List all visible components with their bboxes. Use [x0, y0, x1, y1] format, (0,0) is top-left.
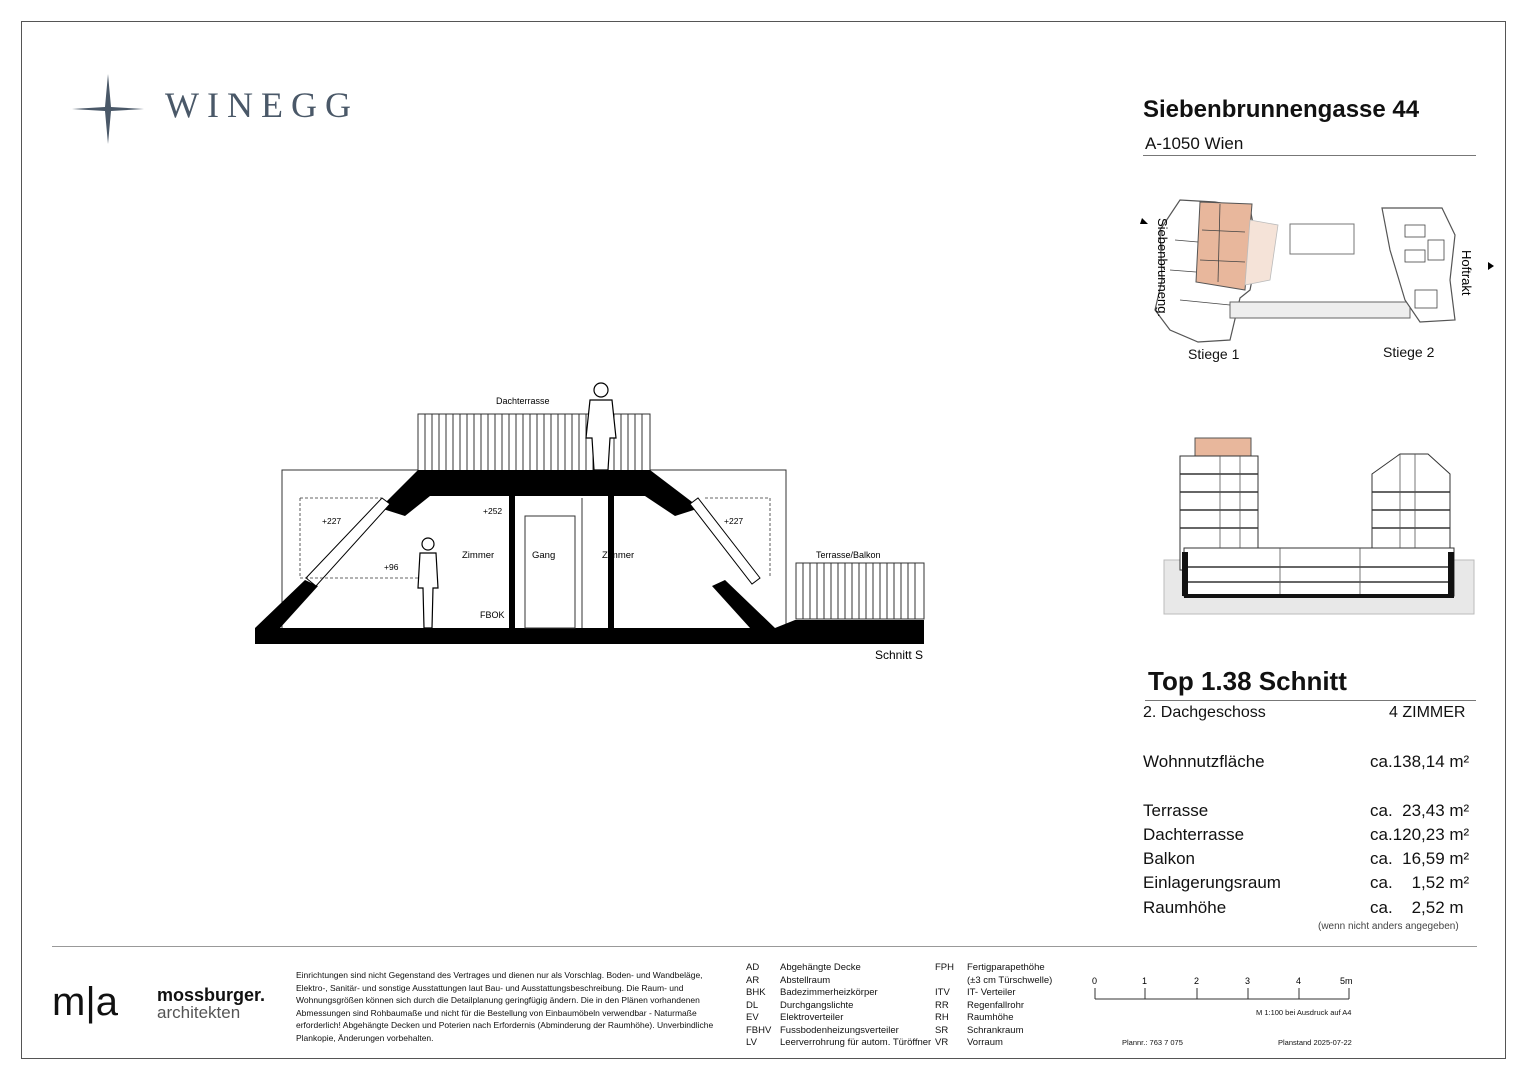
legend-abbr-list-2	[935, 962, 954, 1050]
legend-text: Fertigparapethöhe	[967, 962, 1045, 973]
level-227-left: +227	[322, 516, 342, 526]
scale-tick: 2	[1194, 976, 1200, 986]
detail-value: ca. 23,43 m²	[1370, 801, 1470, 820]
legend-text: Durchgangslichte	[780, 999, 854, 1011]
detail-value: ca. 1,52 m²	[1370, 873, 1470, 892]
legend-abbr-list-1	[746, 962, 771, 1050]
legend-text: Elektroverteiler	[780, 1012, 844, 1023]
floor-ref: FBOK	[480, 610, 505, 620]
stair1-label: Stiege 1	[1188, 346, 1240, 362]
legend-abbr: RH	[935, 1012, 949, 1023]
legend-text: Raumhöhe	[967, 1012, 1014, 1023]
detail-label: Raumhöhe	[1143, 898, 1227, 917]
architect-sub: architekten	[157, 1003, 241, 1022]
architect-mark: m|a	[52, 980, 118, 1024]
area-value: ca.138,14 m²	[1370, 752, 1470, 771]
level-227-right: +227	[724, 516, 744, 526]
legend-abbr: FBHV	[746, 1024, 772, 1036]
divider	[1145, 700, 1476, 701]
floor-label: 2. Dachgeschoss	[1143, 704, 1266, 721]
legend-text-list-1	[780, 962, 931, 1050]
room1-label: Zimmer	[462, 550, 495, 561]
legend-abbr: EV	[746, 1012, 759, 1023]
courtyard-label: Hoftrakt	[1459, 250, 1474, 296]
detail-label: Dachterrasse	[1143, 825, 1245, 844]
legend-abbr: DL	[746, 999, 759, 1011]
legend-abbr: VR	[935, 1037, 949, 1048]
building-elevation	[1160, 434, 1476, 618]
legend-text: Fussbodenheizungsverteiler	[780, 1024, 899, 1036]
legend-abbr: BHK	[746, 987, 766, 998]
legend-text: Vorraum	[967, 1037, 1003, 1048]
legend-text-list-2	[967, 962, 1052, 1050]
detail-value: ca.120,23 m²	[1370, 825, 1470, 844]
corridor-label: Gang	[532, 550, 556, 561]
footer-divider	[52, 946, 1477, 947]
legend-abbr: FPH	[935, 962, 954, 973]
scale-tick: 1	[1142, 976, 1148, 986]
scale-tick: 5m	[1340, 976, 1353, 986]
legend-abbr	[935, 975, 954, 988]
legend-abbr: LV	[746, 1037, 757, 1048]
scale-note: M 1:100 bei Ausdruck auf A4	[1256, 1008, 1352, 1017]
compass-star-icon	[72, 74, 144, 144]
room2-label: Zimmer	[602, 550, 635, 561]
legend-text: (±3 cm Türschwelle)	[967, 974, 1053, 986]
legend-text: Schrankraum	[967, 1024, 1024, 1036]
detail-label: Balkon	[1143, 849, 1195, 868]
scale-bar	[1085, 972, 1365, 1012]
legend-text: IT- Verteiler	[967, 987, 1016, 998]
scale-tick: 4	[1296, 976, 1302, 986]
plan-date: Planstand 2025-07-22	[1278, 1038, 1352, 1047]
legend-abbr: AR	[746, 974, 760, 986]
detail-value: ca. 2,52 m	[1370, 898, 1464, 917]
legend-text: Leerverrohrung für autom. Türöffner	[780, 1037, 932, 1048]
address-street: Siebenbrunnengasse 44	[1143, 96, 1420, 123]
detail-label: Terrasse	[1143, 801, 1209, 820]
legend-text: Abstellraum	[780, 974, 831, 986]
stair2-label: Stiege 2	[1383, 344, 1435, 360]
legend-text: Abgehängte Decke	[780, 962, 861, 973]
roof-terrace-label: Dachterrasse	[496, 396, 550, 406]
plan-number: Plannr.: 763 7 075	[1122, 1038, 1183, 1047]
legend-text: Badezimmerheizkörper	[780, 987, 878, 998]
scale-tick: 0	[1092, 976, 1098, 986]
legend-abbr: SR	[935, 1024, 949, 1036]
scale-tick: 3	[1245, 976, 1251, 986]
legend-text: Regenfallrohr	[967, 999, 1025, 1011]
street-label: Siebenbrunneng.	[1155, 218, 1170, 318]
level-252: +252	[483, 506, 503, 516]
architect-name: mossburger.	[157, 985, 266, 1005]
brand-logo: WINEGG	[165, 85, 359, 125]
legend-abbr: RR	[935, 999, 949, 1011]
section-drawing	[250, 378, 940, 678]
cut-name: Schnitt S	[875, 648, 924, 662]
detail-value: ca. 16,59 m²	[1370, 849, 1470, 868]
unit-title: Top 1.38 Schnitt	[1148, 666, 1347, 696]
detail-label: Einlagerungsraum	[1143, 873, 1281, 892]
legend-abbr: AD	[746, 962, 760, 973]
terrace-balcony-label: Terrasse/Balkon	[816, 550, 881, 560]
level-96: +96	[384, 562, 399, 572]
address-city: A-1050 Wien	[1145, 134, 1244, 153]
disclaimer-text: Einrichtungen sind nicht Gegenstand des Vertrages und dienen nur als Vorschlag. Boden- und Wandbeläge, Elektro-, Sanitär- und sonstige Ausstattungen laut Bau- und Ausstattungsbeschreibung. Die Raum- und Wohnungsgrößen können sich durch die Detailplanung geringfügig ändern. Die in den Plänen vorhandenen Abmessungen sind Rohbaumaße und nicht für die Bestellung von Einbaumöbeln verwendbar - Naturmaße erforderlich! Abgehängte Decken und Poterien nach Erfordernis (Abminderung der Raumhöhe). Unverbindliche Plankopie, Änderungen vorbehalten.	[296, 970, 714, 1043]
area-label: Wohnnutzfläche	[1143, 752, 1265, 771]
site-plan	[1120, 190, 1500, 370]
unit-note: (wenn nicht anders angegeben)	[1318, 921, 1459, 932]
divider	[1143, 155, 1476, 156]
rooms-label: 4 ZIMMER	[1389, 704, 1466, 721]
legend-abbr: ITV	[935, 987, 950, 998]
